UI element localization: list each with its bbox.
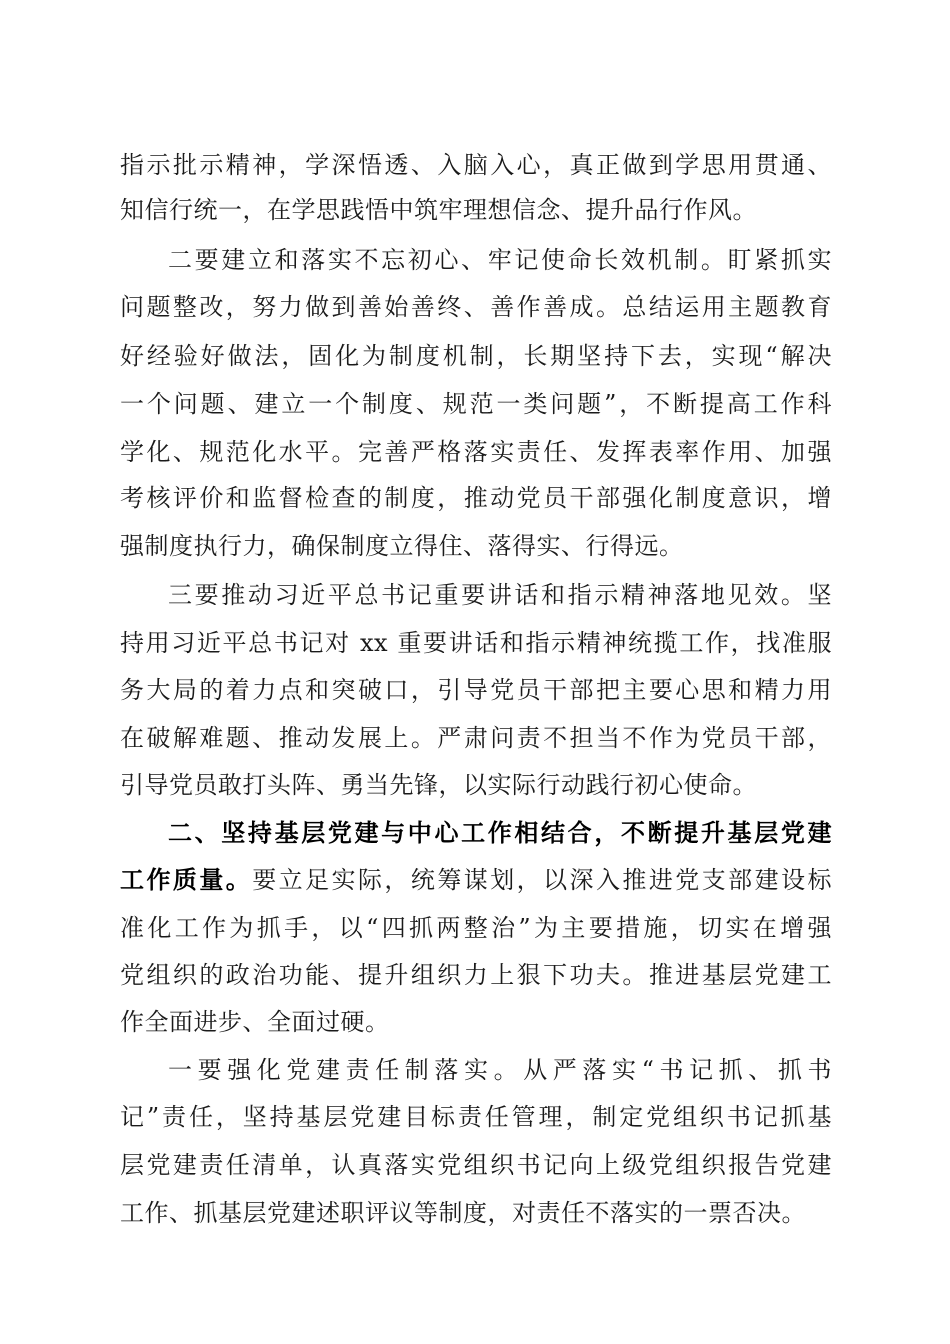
paragraph-line: 强制度执行力，确保制度立得住、落得实、行得远。 <box>120 532 684 560</box>
paragraph-line: 三要推动习近平总书记重要讲话和指示精神落地见效。坚 <box>168 581 832 609</box>
paragraph-line: 准化工作为抓手，以“四抓两整治”为主要措施，切实在增强 <box>120 914 832 942</box>
paragraph-line: 知信行统一，在学思践悟中筑牢理想信念、提升品行作风。 <box>120 196 757 224</box>
paragraph-line: 作全面进步、全面过硬。 <box>120 1008 390 1036</box>
paragraph-line: 好经验好做法，固化为制度机制，长期坚持下去，实现“解决 <box>120 342 832 370</box>
paragraph-line: 二要建立和落实不忘初心、牢记使命长效机制。盯紧抓实 <box>168 246 832 274</box>
paragraph-line: 问题整改，努力做到善始善终、善作善成。总结运用主题教育 <box>120 293 832 321</box>
paragraph-line: 学化、规范化水平。完善严格落实责任、发挥表率作用、加强 <box>120 438 832 466</box>
section-heading: 二、坚持基层党建与中心工作相结合，不断提升基层党建 <box>168 819 832 847</box>
section-intro-text: 要立足实际，统筹谋划，以深入推进党支部建设标 <box>252 866 833 894</box>
section-heading-continued: 工作质量。 <box>120 866 253 894</box>
paragraph-line: 层党建责任清单，认真落实党组织书记向上级党组织报告党建 <box>120 1151 832 1179</box>
paragraph-line: 务大局的着力点和突破口，引导党员干部把主要心思和精力用 <box>120 676 832 704</box>
paragraph-line <box>120 860 832 900</box>
paragraph-line: 一个问题、建立一个制度、规范一类问题”，不断提高工作科 <box>120 390 832 418</box>
paragraph-line: 一要强化党建责任制落实。从严落实“书记抓、抓书 <box>168 1056 832 1084</box>
section-heading-line <box>168 813 832 853</box>
paragraph-line: 在破解难题、推动发展上。严肃问责不担当不作为党员干部， <box>120 724 832 752</box>
paragraph-line: 引导党员敢打头阵、勇当先锋，以实际行动践行初心使命。 <box>120 771 757 799</box>
paragraph-line: 考核评价和监督检查的制度，推动党员干部强化制度意识，增 <box>120 484 832 512</box>
paragraph-line: 持用习近平总书记对 xx 重要讲话和指示精神统揽工作，找准服 <box>120 629 832 657</box>
paragraph-line: 指示批示精神，学深悟透、入脑入心，真正做到学思用贯通、 <box>120 151 832 179</box>
paragraph-line: 党组织的政治功能、提升组织力上狠下功夫。推进基层党建工 <box>120 961 832 989</box>
paragraph-line: 工作、抓基层党建述职评议等制度，对责任不落实的一票否决。 <box>120 1199 806 1227</box>
paragraph-line: 记”责任，坚持基层党建目标责任管理，制定党组织书记抓基 <box>120 1103 832 1131</box>
